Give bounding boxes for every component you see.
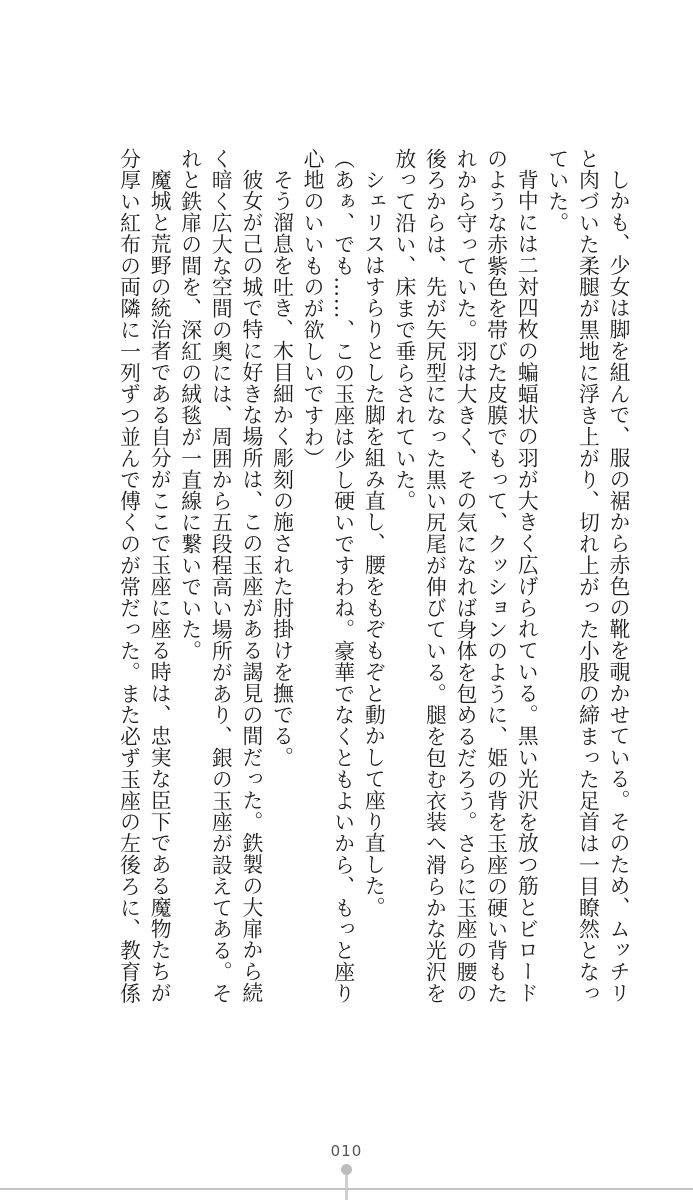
text-line: のような赤紫色を帯びた皮膜でもって、クッションのように、姫の背を玉座の硬い背もた: [483, 148, 508, 1004]
text-line: く暗く広大な空間の奥には、周囲から五段程高い場所があり、銀の玉座が設えてある。そ: [208, 148, 233, 1004]
text-line: そう溜息を吐き、木目細かく彫刻の施された肘掛けを撫でる。: [269, 168, 294, 768]
text-line: 分厚い紅布の両隣に一列ずつ並んで傅くのが常だった。また必ず玉座の左後ろに、教育係: [116, 148, 141, 1004]
text-line: れから守っていた。羽は大きく、その気になれば身体を包めるだろう。さらに玉座の腰の: [453, 148, 478, 1004]
vertical-text-block: [53, 148, 633, 1008]
text-line: れと鉄扉の間を、深紅の絨毯が一直線に繋いでいた。: [177, 148, 202, 662]
text-line: 背中には二対四枚の蝙蝠状の羽が大きく広げられている。黒い光沢を放つ筋とビロード: [514, 168, 539, 1004]
text-line: 心地のいいものが欲しいですわ）: [300, 148, 325, 469]
page-number: 010: [330, 1142, 363, 1160]
bottom-rule: [0, 1188, 693, 1190]
text-line: と肉づいた柔腿が黒地に浮き上がり、切れ上がった小股の締まった足首は一目瞭然となっ: [575, 148, 600, 1004]
page-marker-dot: [341, 1164, 352, 1175]
text-line: 放って沿い、床まで垂らされていた。: [391, 148, 416, 512]
text-line: （あぁ、でも……、この玉座は少し硬いですわね。豪華でなくともよいから、もっと座り: [330, 148, 355, 1004]
text-line: 魔城と荒野の統治者である自分がここで玉座に座る時は、忠実な臣下である魔物たちが: [147, 168, 172, 1004]
text-line: 彼女が己の城で特に好きな場所は、この玉座がある謁見の間だった。鉄製の大扉から続: [238, 168, 263, 1004]
text-line: 後ろからは、先が矢尻型になった黒い尻尾が伸びている。腿を包む衣装へ滑らかな光沢を: [422, 148, 447, 1004]
text-line: シェリスはすらりとした脚を組み直し、腰をもぞもぞと動かして座り直した。: [361, 168, 386, 918]
text-line: しかも、少女は脚を組んで、服の裾から赤色の靴を覗かせている。そのため、ムッチリ: [606, 168, 630, 1004]
text-line: ていた。: [544, 148, 569, 234]
